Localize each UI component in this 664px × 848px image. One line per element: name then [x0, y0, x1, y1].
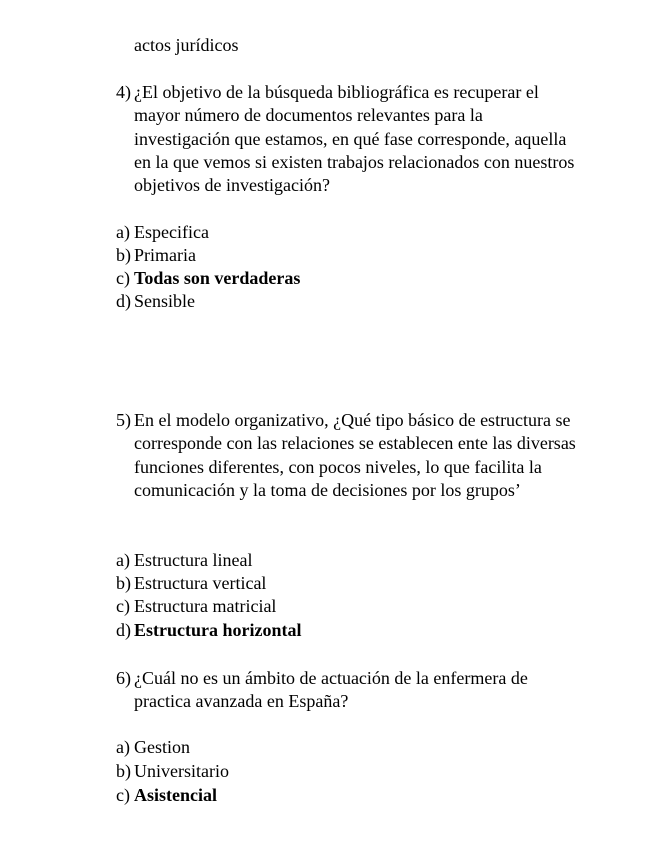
- option-text: Estructura horizontal: [134, 620, 302, 640]
- answer-option: [116, 595, 276, 618]
- option-text: Estructura lineal: [134, 550, 253, 570]
- question-text: ¿El objetivo de la búsqueda bibliográfica es recuperar el mayor número de documentos relevantes para la investigación que estamos, en qué fase corresponde, aquella en la que vemos si existen trabajos relacionados con nuestros objetivos de investigación?: [134, 82, 575, 196]
- correct-answer-option: [116, 784, 217, 807]
- option-letter: b): [116, 761, 131, 781]
- option-text: Estructura matricial: [134, 596, 277, 616]
- option-text: Gestion: [134, 737, 190, 757]
- answer-option: [116, 549, 252, 572]
- option-text: Especifica: [134, 222, 209, 242]
- option-text: Primaria: [134, 245, 196, 265]
- option-letter: b): [116, 573, 131, 593]
- option-letter: a): [116, 550, 130, 570]
- option-text: Todas son verdaderas: [134, 268, 301, 288]
- option-text: Asistencial: [134, 785, 217, 805]
- answer-option: [116, 736, 190, 759]
- answer-option: [116, 572, 266, 595]
- answer-option: [116, 244, 196, 267]
- correct-answer-option: [116, 619, 301, 642]
- question-text: ¿Cuál no es un ámbito de actuación de la enfermera de practica avanzada en España?: [134, 668, 528, 712]
- correct-answer-option: [116, 267, 300, 290]
- answer-option: [116, 760, 229, 783]
- option-text: Estructura vertical: [134, 573, 267, 593]
- option-letter: c): [116, 596, 130, 616]
- question-number: 5): [116, 410, 131, 430]
- question-number: 6): [116, 668, 131, 688]
- previous-answer-fragment: actos jurídicos: [134, 35, 239, 55]
- option-text: Universitario: [134, 761, 229, 781]
- option-text: Sensible: [134, 291, 195, 311]
- option-letter: d): [116, 291, 131, 311]
- option-letter: d): [116, 620, 131, 640]
- option-letter: c): [116, 785, 130, 805]
- option-letter: a): [116, 222, 130, 242]
- option-letter: a): [116, 737, 130, 757]
- answer-option: [116, 221, 209, 244]
- question-text: En el modelo organizativo, ¿Qué tipo básico de estructura se corresponde con las relaciones se establecen ente las diversas funciones diferentes, con pocos niveles, lo que facilita la comunicación y la toma de decisiones por los grupos’: [134, 410, 576, 500]
- option-letter: b): [116, 245, 131, 265]
- question-number: 4): [116, 82, 131, 102]
- option-letter: c): [116, 268, 130, 288]
- answer-option: [116, 290, 195, 313]
